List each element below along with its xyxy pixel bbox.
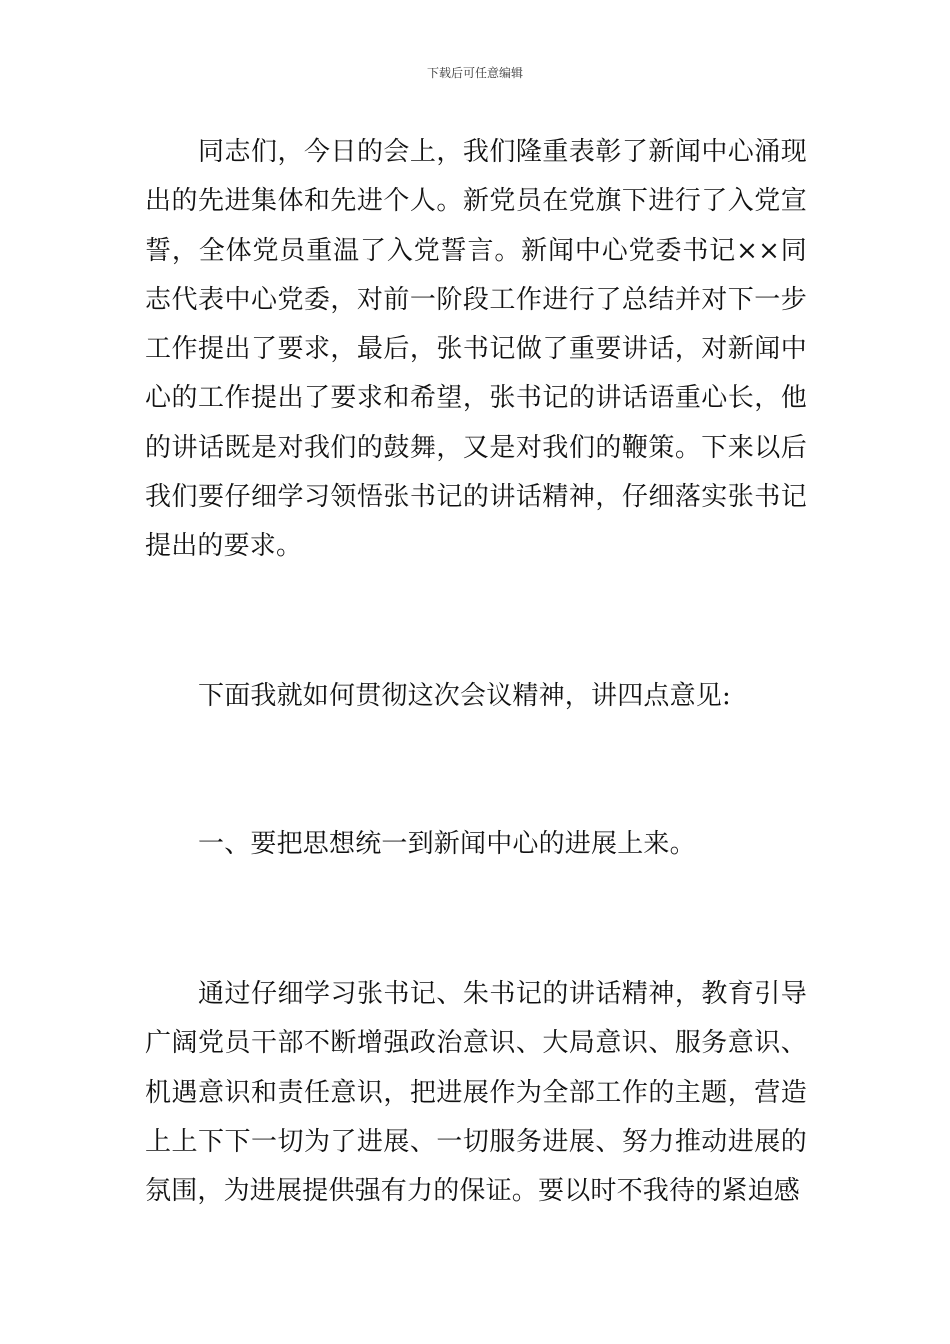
paragraph-intro-four-points: 下面我就如何贯彻这次会议精神，讲四点意见: xyxy=(198,681,731,711)
section-heading-one: 一、要把思想统一到新闻中心的进展上来。 xyxy=(198,829,696,859)
paragraph-opening: 同志们，今日的会上，我们隆重表彰了新闻中心涌现出的先进集体和先进个人。新党员在党旗下进行了入党宣誓，全体党员重温了入党誓言。新闻中心党委书记××同志代表中心党委，对前一阶段工作进行了总结并对下一步工作提出了要求，最后，张书记做了重要讲话，对新闻中心的工作提出了要求和希望，张书记的讲话语重心长，他的讲话既是对我们的鼓舞，又是对我们的鞭策。下来以后我们要仔细学习领悟张书记的讲话精神，仔细落实张书记提出的要求。 xyxy=(145,137,807,562)
page-header-note: 下载后可任意编辑 xyxy=(426,66,523,80)
paragraph-section-one-body: 通过仔细学习张书记、朱书记的讲话精神，教育引导广阔党员干部不断增强政治意识、大局意识、服务意识、机遇意识和责任意识，把进展作为全部工作的主题，营造上上下下一切为了进展、一切服务进展、努力推动进展的氛围，为进展提供强有力的保证。要以时不我待的紧迫感 xyxy=(145,979,807,1207)
